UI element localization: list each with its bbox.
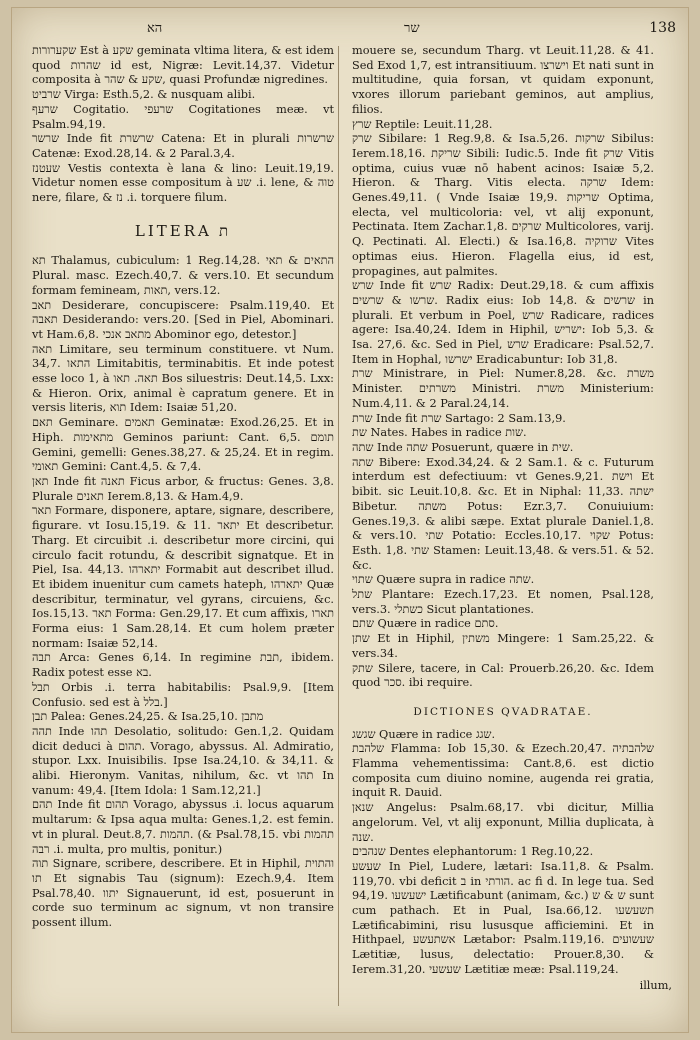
section-heading: DICTIONES QVADRATAE. <box>413 705 593 718</box>
entry: שת Nates. Habes in radice שות. <box>352 426 527 440</box>
entry: שרשר Inde fit שרשרת Catena: Et in plurali שרשרות Catenæ: Exod.28,14. & 2 Paral.3,4. <box>32 132 334 160</box>
entry: שרת Ministrare, in Piel: Numer.8,28. &c. משרת Minister. משרתים Ministri. משרת Ministerium: Num.4,11. & 2 Paral.24,14. <box>352 367 654 410</box>
entry: תאר Formare, disponere, aptare, signare, describere, figurare. vt Iosu.15,19. & 11. יתאר Et describetur. Tharg. Et circuibit .i. describetur more circini, qui circulo facit rotundu, & describit signatque. Et in Piel, Isa. 44,13. יתארהו Formabit aut describet illud. Et ibidem inuenitur cum camets hateph, יתארהו Quæ describitur, terminatur, vel gyrans, circuiens, &c. Ios.15,13. תאר Forma: Gen.29,17. Et cum affixis, תארו Forma eius: 1 Sam.28,14. Et cum holem præter normam: Isaiæ 52,14. <box>32 504 335 650</box>
entry: שלהבת Flamma: Iob 15,30. & Ezech.20,47. שלהבתיה Flamma vehementissima: Cant.8,6. est dictio composita cum diuino nomine, augenda rei gratia, inquit R. Dauid. <box>352 742 654 800</box>
entry: תוה Signare, scribere, describere. Et in Hiphil, והתוית תו Et signabis Tau (signum): Ezech.9,4. Item Psal.78,40. יתוו Signauerunt, id est, posuerunt in corde suo terminum ac signum, vt non transire possent illum. <box>32 857 334 930</box>
section-heading <box>32 221 334 241</box>
entry: שתוי Quære supra in radice שתה. <box>352 573 535 587</box>
entry: שרש Inde fit שרש Radix: Deut.29,18. & cum affixis שרשו & שרשים. Radix eius: Iob 14,8. & שרשים in plurali. Et verbum in Poel, שרש Radicare, radices agere: Isa.40,24. Idem in Hiphil, ישריש: Iob 5,3. & Isa. 27,6. &c. Sed in Piel, שרש Eradicare: Psal.52,7. Item in Hophal, ישרשו Eradicabuntur: Iob 31,8. <box>352 279 655 366</box>
entry: תאה Limitare, seu terminum constituere. vt Num. 34,7. התאו Limitabitis, terminabitis. Et inde potest esse loco 1, à תאה. תאו Bos siluestris: Deut.14,5. Lxx: & Hieron. Orix, animal è capratum genere. Et in versis literis, תוא Idem: Isaiæ 51,20. <box>32 342 334 415</box>
entry: שרת Inde fit שרת Sartago: 2 Sam.13,9. <box>352 411 566 425</box>
entry: שגשג Quære in radice שגג. <box>352 727 496 741</box>
entry: תאב Desiderare, concupiscere: Psalm.119,40. Et תאבה Desiderando: vers.20. [Sed in Piel, Abominari. vt Ham.6,8. מתאב אנכי Abominor ego, detestor.] <box>32 298 334 341</box>
entry: שתה Inde שתה Posuerunt, quære in שית. <box>352 440 574 454</box>
entry: תבל Orbis .i. terra habitabilis: Psal.9,9. [Item Confusio. sed est à בלל.] <box>32 680 334 709</box>
entry: תהה Inde תהו Desolatio, solitudo: Gen.1,2. Quidam dicit deduci à תהום. Vorago, abyssus. Al. Admiratio, stupor. Lxx. Inuisibilis. Ipse Isa.24,10. & 34,11. & alibi. Hieronym. Vanitas, nihilum, &c. vt תהו In vanum: 49,4. [Item Idola: 1 Sam.12,21.] <box>32 724 334 797</box>
entry: שרעף Cogitatio. שרעפי Cogitationes meæ. vt Psalm.94,19. <box>32 102 334 131</box>
catchword: illum, <box>639 979 672 992</box>
running-head-left: הא <box>147 21 163 36</box>
entry: שתה Bibere: Exod.34,24. & 2 Sam.1. & c. Futurum interdum est defectiuum: vt Genes.9,21. וישת Et bibit. sic Leuit.10,8. &c. Et in Niphal: 11,33. ישתה Bibetur. משתה Potus: Ezr.3,7. Conuiuium: Genes.19,3. & alibi sæpe. Extat plurale Daniel.1,8. & vers.10. שתי Potatio: Eccles.10,17. שקוי Potus: Esth. 1,8. שתי Stamen: Leuit.13,48. & vers.51. & 52. &c. <box>352 455 654 572</box>
page-number: 138 <box>649 20 676 36</box>
entry: תאם Geminare. תאמים Geminatæ: Exod.26,25. Et in Hiph. מתאימות Geminos pariunt: Cant. 6,5. תומם Gemini, gemelli: Genes.38,27. & 25,24. Et in regim. תאומי Gemini: Cant.4,5. & 7,4. <box>32 416 334 474</box>
entry: שרביט Virga: Esth.5,2. & nusquam alibi. <box>32 88 256 102</box>
entry: תבן Palea: Genes.24,25. & Isa.25,10. מתבן <box>32 710 264 724</box>
running-head-center: שר <box>404 21 420 36</box>
entry: שתן Et in Hiphil, משתין Mingere: 1 Sam.25,22. & vers.34. <box>352 632 654 660</box>
entry: תאן Inde fit תאנה Ficus arbor, & fructus: Genes. 3,8. Plurale תאנים Ierem.8,13. & Ham.4,9. <box>32 474 334 503</box>
section-heading-letter: ת <box>218 221 232 240</box>
entry: שעטנז Vestis contexta è lana & lino: Leuit.19,19. Videtur nomen esse compositum à שע .i. lene, & טוה nere, filare, & נז .i. torquere filum. <box>32 161 334 205</box>
book-page <box>12 8 688 1032</box>
entry: שעשע In Piel, Ludere, lætari: Isa.11,8. & Psalm. 119,70. vbi deficit ב in הורתי. ac fi d. In lege tua. Sed 94,19. ישעשעו Lætificabunt (animam, &c.) ש & ש sunt cum pathach. Et in Pual, Isa.66,12. תשעשעו Lætificabimini, risu lususque afficiemini. Et in Hithpael, אשתעשע Lætabor: Psalm.119,16. שעשועים Lætitiæ, lusus, delectatio: Prouer.8,30. & Ierem.31,20. שעשעי Lætitiæ meæ: Psal.119,24. <box>352 859 654 976</box>
left-column <box>32 44 334 931</box>
entry: שתם Quære in radice סתם. <box>352 617 499 631</box>
entry: mouere se, secundum Tharg. vt Leuit.11,28. & 41. Sed Exod 1,7, est intransitiuum. וישרצו Et nati sunt in multitudine, quia forsan, vt quidam exponunt, vxores illorum pariebant geminos, aut amplius, filios. <box>352 44 654 116</box>
entry: תא Thalamus, cubiculum: 1 Reg.14,28. התאים & תאי Plural. masc. Ezech.40,7. & vers.10. Et secundum formam femineam, תאות, vers.12. <box>32 254 334 297</box>
entry: שרק Sibilare: 1 Reg.9,8. & Isa.5,26. שרקות Sibilus: Ierem.18,16. שריקת Sibili: Iudic.5. Inde fit שרק Vitis optima, cuius vuæ nō habent acinos: Isaiæ 5,2. Hieron. & Tharg. Vitis electa. שרקה Idem: Genes.49,11. ( Vnde Isaiæ 19,9. שריקות Optima, electa, vel multicoloria: vel, vt alij exponunt, Pectinata. Item Zachar.1,8. שרקים Multicolores, varij. Q. Pectinati. Al. Electi.) & Isa.16,8. שרוקיה Vites optimas eius. Hieron. Flagella eius, id est, propagines, aut palmites. <box>352 132 654 278</box>
entry: תהם Inde fit תהום Vorago, abyssus .i. locus aquarum multarum: & Ipsa aqua multa: Genes.1,2. est femin. vt in plural. Deut.8,7. תהמות. (& Psal.78,15. vbi תהמות רבה .i. multa, pro multis, ponitur.) <box>32 798 334 856</box>
entry: שתל Plantare: Ezech.17,23. Et nomen, Psal.128, vers.3. כשתלי Sicut plantationes. <box>352 588 654 616</box>
column-divider <box>338 46 339 1006</box>
entry: שתק Silere, tacere, in Cal: Prouerb.26,20. &c. Idem quod סכר. ibi require. <box>352 661 654 690</box>
entry: שרץ Reptile: Leuit.11,28. <box>352 117 493 131</box>
entry: שקערורות Est à שקע geminata vltima litera, & est idem quod שהרות id est, Nigræ: Levit.14,37. Videtur composita à שקע & שהר, quasi Profundæ nigredines. <box>32 44 334 87</box>
right-column <box>352 44 654 978</box>
entry: שנאן Angelus: Psalm.68,17. vbi dicitur, Millia angelorum. Vel, vt alij exponunt, Millia duplicata, à שנה. <box>352 801 654 844</box>
entry: תבה Arca: Genes 6,14. In regimine תבת, ibidem. Radix potest esse בא. <box>32 651 334 680</box>
section-heading-word: LITERA <box>134 221 212 240</box>
entry: שנהבים Dentes elephantorum: 1 Reg.10,22. <box>352 845 594 859</box>
